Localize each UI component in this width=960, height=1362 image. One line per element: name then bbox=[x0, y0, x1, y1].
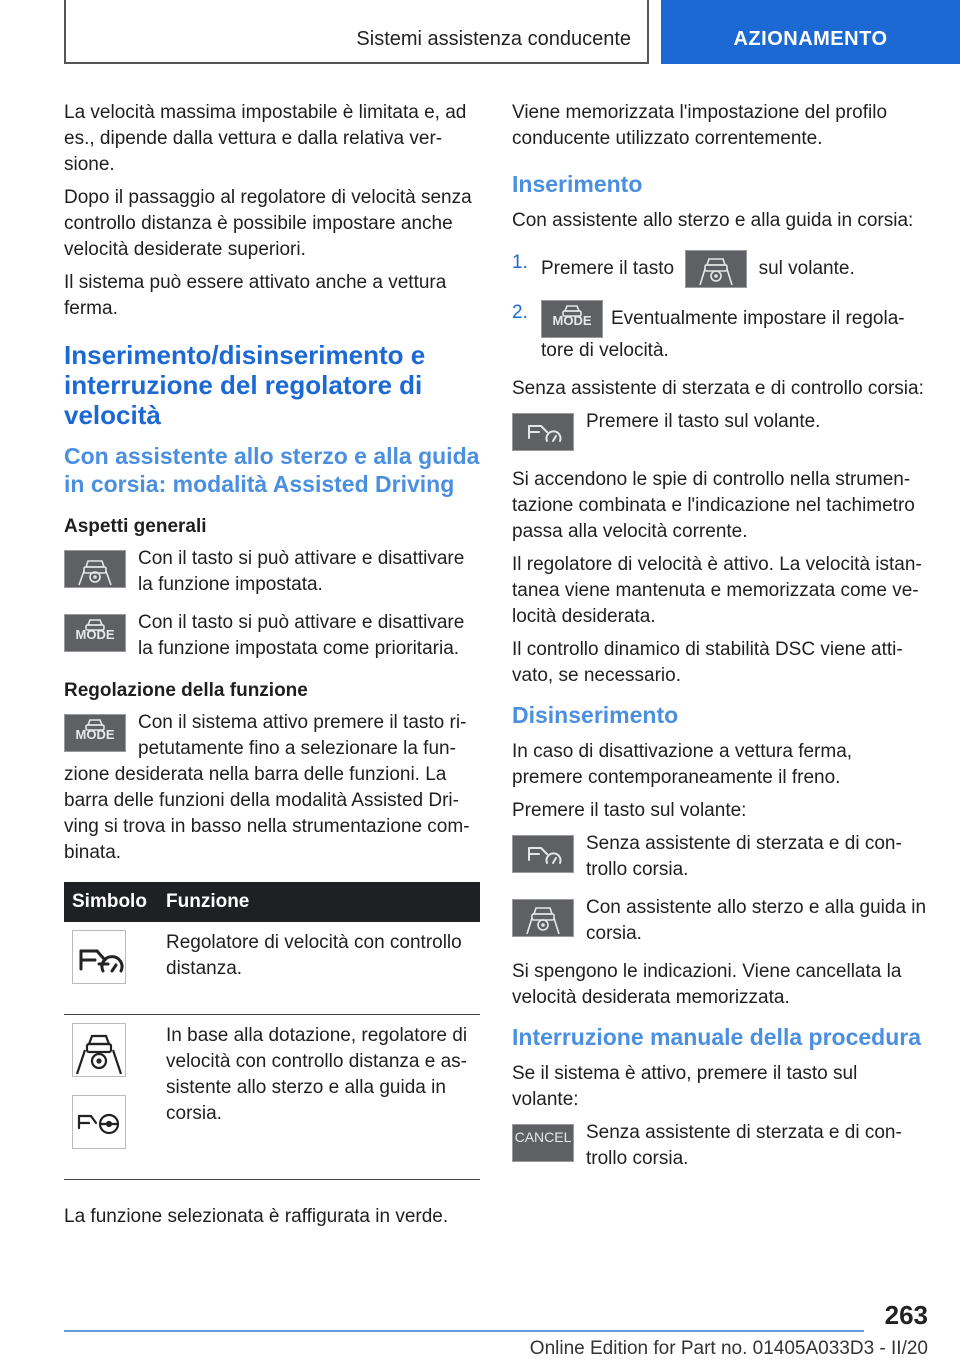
steps-list bbox=[512, 250, 928, 364]
heading-inserimento: Inserimento bbox=[512, 171, 643, 197]
mode-label: MODE bbox=[75, 727, 115, 742]
heading-general: Aspetti generali bbox=[64, 516, 207, 537]
brake-paragraph: In caso di disattivazione a vettura ferma, premere contemporaneamente il freno. bbox=[512, 741, 853, 788]
with-assist-intro: Con assistente allo sterzo e alla guida in corsia: bbox=[512, 210, 914, 231]
mode-button-icon bbox=[64, 714, 126, 752]
active-paragraph: Il regolatore di velocità è attivo. La velocità istantanea viene mantenuta e memorizzata come velocità desiderata. bbox=[512, 554, 922, 627]
table-cell-function: In base alla dotazione, regolatore di velocità con controllo distanza e assistente allo sterzo e alla guida in corsia. bbox=[158, 1015, 480, 1180]
regolazione-item bbox=[64, 710, 480, 866]
steering-lane-icon bbox=[685, 250, 747, 288]
interruzione-item-1-text: Senza assistente di sterzata e di controllo corsia. bbox=[586, 1122, 902, 1169]
page-header bbox=[0, 0, 960, 66]
mode-button-icon bbox=[541, 300, 603, 338]
section-heading: Inserimento/disinserimento e interruzione del regolatore di velocità bbox=[64, 340, 426, 430]
general-item-2-text: Con il tasto si può attivare e disattivare la funzione impostata come prioritaria. bbox=[138, 612, 465, 659]
page-number: 263 bbox=[884, 1300, 928, 1330]
symbol-table bbox=[64, 882, 480, 1180]
mode-label: MODE bbox=[552, 313, 592, 328]
chapter-title: AZIONAMENTO bbox=[733, 28, 888, 50]
press-wheel-item bbox=[512, 409, 928, 455]
disinserimento-item-2 bbox=[512, 895, 928, 947]
step-number: 1. bbox=[512, 252, 528, 273]
step-number: 2. bbox=[512, 302, 528, 323]
off-paragraph: Si spengono le indicazioni. Viene cancellata la velocità desiderata memorizzata. bbox=[512, 961, 902, 1008]
list-item bbox=[512, 250, 928, 288]
general-item-1-text: Con il tasto si può attivare e disattivare la funzione impostata. bbox=[138, 548, 465, 595]
mode-button-icon bbox=[64, 614, 126, 652]
table-header-row bbox=[64, 882, 480, 922]
table-row bbox=[64, 1015, 480, 1180]
section-header-box bbox=[64, 0, 649, 64]
mode-label: MODE bbox=[75, 627, 115, 642]
step-2-text: Eventualmente impostare il regolatore di velocità. bbox=[541, 308, 905, 361]
general-item-2 bbox=[64, 610, 480, 662]
disinserimento-item-2-text: Con assistente allo sterzo e alla guida in corsia. bbox=[586, 897, 927, 944]
general-item-1 bbox=[64, 546, 480, 598]
steering-lane-icon bbox=[64, 550, 126, 588]
selected-function-note: La funzione selezionata è raffigurata in verde. bbox=[64, 1206, 449, 1227]
intro-paragraph-3: Il sistema può essere attivato anche a vettura ferma. bbox=[64, 272, 447, 319]
chapter-tab bbox=[661, 0, 960, 64]
left-column bbox=[64, 100, 480, 1237]
step-1-prefix: Premere il tasto bbox=[541, 258, 675, 280]
intro-paragraph-1: La velocità massima impostabile è limitata e, ad es., dipende dalla vettura e dalla relativa versione. bbox=[64, 102, 467, 175]
subsection-heading-assisted-driving: Con assistente allo sterzo e alla guida in corsia: modalità Assisted Driving bbox=[64, 443, 480, 497]
interruzione-item-1 bbox=[512, 1120, 928, 1172]
table-cell-symbol bbox=[64, 922, 158, 1015]
cancel-button-icon bbox=[512, 1124, 574, 1162]
intro-paragraph-2: Dopo il passaggio al regolatore di velocità senza controllo distanza è possibile impostare anche velocità desiderate superiori. bbox=[64, 187, 472, 260]
acc-distance-icon bbox=[72, 930, 126, 984]
heading-regolazione: Regolazione della funzione bbox=[64, 680, 308, 701]
disinserimento-item-1-text: Senza assistente di sterzata e di controllo corsia. bbox=[586, 833, 902, 880]
step-1-suffix: sul volante. bbox=[758, 258, 855, 280]
table-cell-function: Regolatore di velocità con controllo distanza. bbox=[158, 922, 480, 1015]
regolazione-text: Con il sistema attivo premere il tasto ripetutamente fino a selezionare la funzione desiderata nella barra delle funzioni. La barra delle funzioni della modalità Assisted Driving si trova in basso nella strumentazione combinata. bbox=[64, 712, 470, 863]
table-header-function: Funzione bbox=[158, 882, 480, 922]
press-paragraph: Premere il tasto sul volante: bbox=[512, 800, 747, 821]
list-item bbox=[512, 300, 928, 364]
steering-lane-icon bbox=[72, 1023, 126, 1077]
lights-paragraph: Si accendono le spie di controllo nella strumentazione combinata e l'indicazione nel tachimetro passa alla velocità corrente. bbox=[512, 469, 915, 542]
heading-disinserimento: Disinserimento bbox=[512, 702, 679, 728]
right-column bbox=[512, 100, 928, 1184]
edition-text: Online Edition for Part no. 01405A033D3 - II/20 bbox=[529, 1338, 928, 1359]
without-assist-intro: Senza assistente di sterzata e di controllo corsia: bbox=[512, 378, 924, 399]
table-row bbox=[64, 922, 480, 1015]
table-cell-symbol bbox=[64, 1015, 158, 1180]
dsc-paragraph: Il controllo dinamico di stabilità DSC viene attivato, se necessario. bbox=[512, 639, 903, 686]
press-wheel-text: Premere il tasto sul volante. bbox=[586, 411, 821, 432]
footer-divider bbox=[64, 1330, 864, 1332]
disinserimento-item-1 bbox=[512, 831, 928, 883]
profile-paragraph: Viene memorizzata l'impostazione del profilo conducente utilizzato correntemente. bbox=[512, 102, 888, 149]
steering-lane-icon bbox=[512, 899, 574, 937]
cancel-label: CANCEL bbox=[514, 1129, 572, 1145]
interrupt-paragraph: Se il sistema è attivo, premere il tasto sul volante: bbox=[512, 1063, 858, 1110]
acc-distance-icon bbox=[512, 835, 574, 873]
section-title: Sistemi assistenza conducente bbox=[356, 28, 631, 50]
acc-distance-icon bbox=[512, 413, 574, 451]
acc-steering-icon bbox=[72, 1095, 126, 1149]
table-header-symbol: Simbolo bbox=[64, 882, 158, 922]
heading-interruzione: Interruzione manuale della procedura bbox=[512, 1024, 921, 1050]
